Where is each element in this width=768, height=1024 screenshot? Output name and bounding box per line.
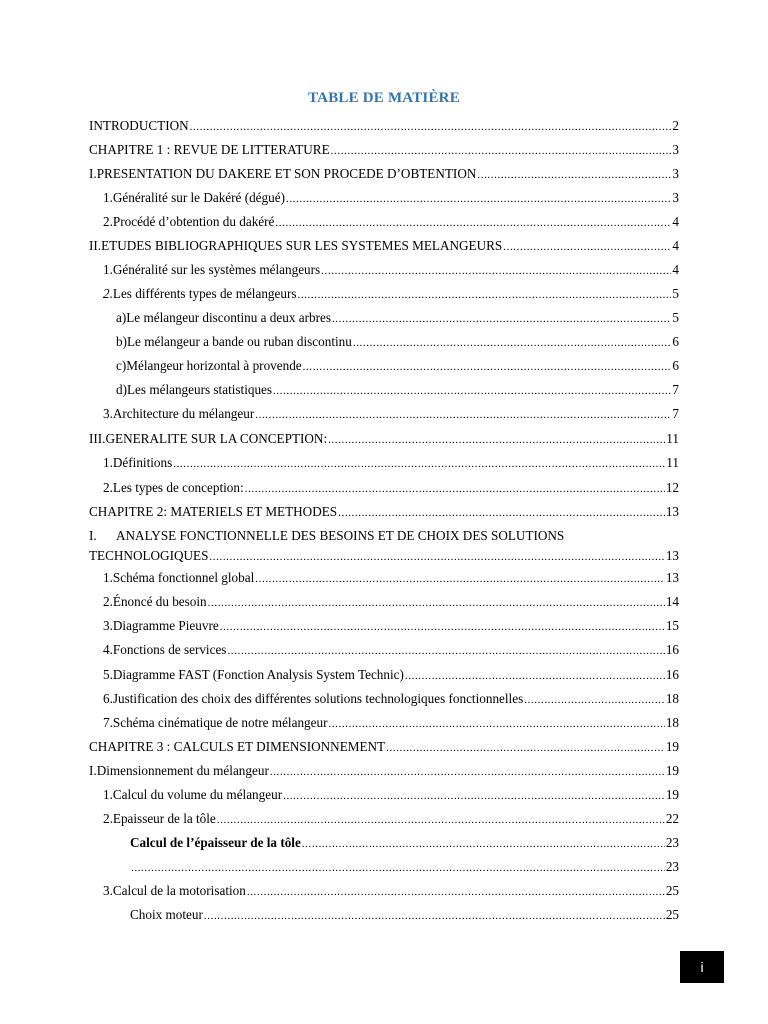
dot-leader (332, 308, 671, 329)
entry-label: Le mélangeur discontinu a deux arbres (126, 310, 331, 325)
dot-leader (217, 809, 665, 830)
entry-page: 14 (665, 594, 679, 609)
entry-number: c) (116, 358, 127, 373)
entry-page: 25 (665, 883, 679, 898)
entry-page: 23 (665, 835, 679, 850)
entry-page: 5 (672, 310, 679, 325)
entry-page: 7 (672, 382, 679, 397)
entry-label: Justification des choix des différentes solutions technologiques fonctionnelles (112, 691, 524, 706)
dot-leader (227, 640, 664, 661)
entry-label: Diagramme Pieuvre (112, 618, 219, 633)
entry-label: GENERALITE SUR LA CONCEPTION: (105, 431, 328, 446)
entry-label: Mélangeur horizontal à provende (126, 358, 302, 373)
toc-entry[interactable] (103, 453, 679, 473)
toc-entry[interactable] (89, 761, 679, 781)
dot-leader (328, 429, 665, 450)
entry-number: 4. (103, 642, 113, 657)
entry-page: 16 (665, 642, 679, 657)
page-number: i (700, 959, 704, 975)
dot-leader (275, 212, 671, 233)
entry-number: 1. (103, 455, 113, 470)
dot-leader (477, 164, 671, 185)
entry-number: 1. (103, 262, 113, 277)
dot-leader (331, 140, 672, 161)
entry-number: II. (89, 238, 102, 253)
toc-entry[interactable] (103, 478, 679, 498)
toc-entry[interactable] (103, 616, 679, 636)
entry-page: 13 (665, 548, 679, 563)
dot-leader (204, 905, 665, 926)
toc-entry[interactable] (116, 332, 679, 352)
dot-leader (297, 284, 671, 305)
entry-page: 3 (672, 190, 679, 205)
entry-number: 3. (103, 618, 113, 633)
toc-entry[interactable] (103, 689, 679, 709)
toc-entry[interactable] (89, 140, 679, 160)
entry-number: 3. (103, 883, 113, 898)
entry-number: b) (116, 334, 127, 349)
dot-leader (131, 857, 665, 878)
entry-label: Calcul de l’épaisseur de la tôle (130, 835, 301, 850)
entry-number: 2. (103, 286, 113, 301)
entry-label: Généralité sur le Dakéré (dégué) (112, 190, 285, 205)
toc-entry[interactable] (103, 785, 679, 805)
entry-page: 5 (672, 286, 679, 301)
entry-number: 1. (103, 190, 113, 205)
entry-number: 6. (103, 691, 113, 706)
entry-number: 2. (103, 811, 113, 826)
dot-leader (286, 188, 671, 209)
entry-page: 13 (665, 504, 679, 519)
toc-entry[interactable] (103, 284, 679, 304)
dot-leader (524, 689, 665, 710)
entry-page: 7 (672, 406, 679, 421)
dot-leader (255, 568, 665, 589)
dot-leader (283, 785, 665, 806)
entry-number: 1. (103, 570, 113, 585)
entry-label: CHAPITRE 3 : CALCULS ET DIMENSIONNEMENT (89, 739, 386, 754)
entry-label: Le mélangeur a bande ou ruban discontinu (127, 334, 352, 349)
dot-leader (247, 881, 665, 902)
entry-page: 13 (665, 570, 679, 585)
entry-label: Schéma fonctionnel global (112, 570, 255, 585)
dot-leader (190, 116, 672, 137)
dot-leader (255, 404, 671, 425)
toc-entry[interactable] (103, 188, 679, 208)
toc-entry[interactable] (103, 881, 679, 901)
dot-leader (245, 478, 665, 499)
toc-entry[interactable] (89, 116, 679, 136)
entry-page: 12 (665, 480, 679, 495)
entry-label: Epaisseur de la tôle (112, 811, 216, 826)
entry-number: 5. (103, 667, 113, 682)
toc-entry[interactable] (89, 164, 679, 184)
entry-label: CHAPITRE 1 : REVUE DE LITTERATURE (89, 142, 330, 157)
toc-entry[interactable] (130, 857, 679, 877)
entry-page: 6 (672, 334, 679, 349)
entry-page: 3 (672, 166, 679, 181)
entry-label: Choix moteur (130, 907, 203, 922)
entry-page: 23 (665, 859, 679, 874)
entry-page: 11 (666, 431, 679, 446)
toc-entry[interactable] (89, 737, 679, 757)
entry-label: PRESENTATION DU DAKERE ET SON PROCEDE D’OBTENTION (96, 166, 477, 181)
toc-entry[interactable] (116, 380, 679, 400)
entry-label: CHAPITRE 2: MATERIELS ET METHODES (89, 504, 338, 519)
entry-page: 11 (666, 455, 679, 470)
entry-number: 1. (103, 787, 113, 802)
toc-entry[interactable] (130, 905, 679, 925)
toc-entry[interactable] (103, 568, 679, 588)
toc-entry[interactable] (103, 713, 679, 733)
entry-page: 4 (672, 238, 679, 253)
dot-leader (503, 236, 671, 257)
entry-number: a) (116, 310, 127, 325)
toc-entry[interactable] (103, 665, 679, 685)
entry-label: Fonctions de services (112, 642, 227, 657)
toc-entry[interactable] (89, 526, 679, 566)
entry-page: 6 (672, 358, 679, 373)
entry-page: 18 (665, 691, 679, 706)
dot-leader (338, 502, 665, 523)
entry-page: 2 (672, 118, 679, 133)
toc-entry[interactable] (116, 308, 679, 328)
entry-label: Les types de conception: (112, 480, 244, 495)
entry-label-line1: ANALYSE FONCTIONNELLE DES BESOINS ET DE CHOIX DES SOLUTIONS (116, 528, 565, 543)
entry-label: Diagramme FAST (Fonction Analysis System Technic) (112, 667, 404, 682)
entry-label: Procédé d’obtention du dakéré (112, 214, 275, 229)
dot-leader (208, 592, 665, 613)
dot-leader (303, 356, 672, 377)
dot-leader (273, 380, 671, 401)
entry-label: Les mélangeurs statistiques (127, 382, 273, 397)
entry-page: 3 (672, 142, 679, 157)
toc-entry[interactable] (103, 212, 679, 232)
entry-page: 18 (665, 715, 679, 730)
entry-label: Dimensionnement du mélangeur (96, 763, 269, 778)
entry-page: 4 (672, 214, 679, 229)
entry-label: Architecture du mélangeur (112, 406, 255, 421)
entry-label: Calcul du volume du mélangeur (112, 787, 283, 802)
dot-leader (386, 737, 665, 758)
entry-number: I. (89, 763, 97, 778)
toc-entry[interactable] (130, 833, 679, 853)
entry-number: 2. (103, 214, 113, 229)
dot-leader (328, 713, 664, 734)
dot-leader (220, 616, 665, 637)
entry-number: 2. (103, 594, 113, 609)
entry-number: 3. (103, 406, 113, 421)
entry-label: Énoncé du besoin (112, 594, 207, 609)
toc-entry[interactable] (103, 640, 679, 660)
entry-number: 2. (103, 480, 113, 495)
entry-label: ETUDES BIBLIOGRAPHIQUES SUR LES SYSTEMES MELANGEURS (101, 238, 503, 253)
entry-label: Généralité sur les systèmes mélangeurs (112, 262, 321, 277)
toc-entry[interactable] (103, 260, 679, 280)
toc-entry[interactable] (103, 592, 679, 612)
entry-number: d) (116, 382, 127, 397)
entry-number: I. (89, 528, 97, 543)
dot-leader (353, 332, 672, 353)
entry-number: I. (89, 166, 97, 181)
entry-page: 22 (665, 811, 679, 826)
entry-label: INTRODUCTION (89, 118, 189, 133)
entry-label: Définitions (112, 455, 173, 470)
entry-page: 25 (665, 907, 679, 922)
dot-leader (321, 260, 671, 281)
entry-page: 4 (672, 262, 679, 277)
entry-label: Schéma cinématique de notre mélangeur (112, 715, 328, 730)
toc-entry[interactable] (116, 356, 679, 376)
entry-page: 19 (665, 787, 679, 802)
toc-entry[interactable] (89, 236, 679, 256)
dot-leader (270, 761, 665, 782)
toc-entry[interactable] (89, 502, 679, 522)
dot-leader (173, 453, 665, 474)
entry-page: 19 (665, 763, 679, 778)
toc-entry[interactable] (89, 429, 679, 449)
dot-leader (302, 833, 665, 854)
entry-label: Les différents types de mélangeurs (112, 286, 297, 301)
entry-page: 16 (665, 667, 679, 682)
toc-entry[interactable] (103, 809, 679, 829)
dot-leader (405, 665, 665, 686)
entry-page: 15 (665, 618, 679, 633)
entry-number: III. (89, 431, 106, 446)
entry-number: 7. (103, 715, 113, 730)
toc-entry[interactable] (103, 404, 679, 424)
toc-title: TABLE DE MATIÈRE (308, 90, 460, 106)
dot-leader (209, 546, 664, 567)
entry-label: TECHNOLOGIQUES (89, 548, 209, 563)
page-number-badge (680, 951, 724, 983)
entry-page: 19 (665, 739, 679, 754)
entry-label: Calcul de la motorisation (112, 883, 246, 898)
